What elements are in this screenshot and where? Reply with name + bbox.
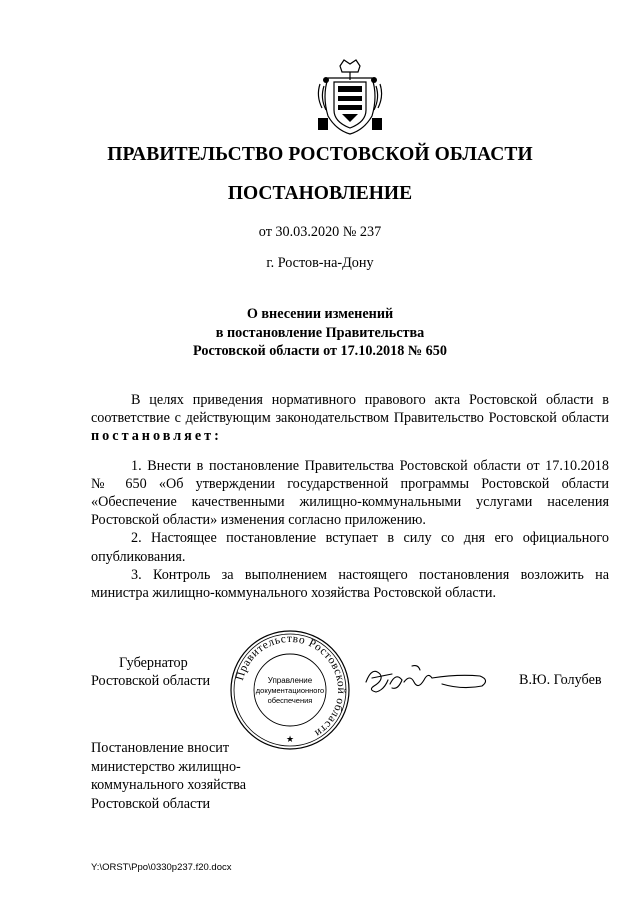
submitter-line-4: Ростовской области [91,795,211,812]
document-type: ПОСТАНОВЛЕНИЕ [227,183,413,204]
stamp-inner-line-1: Управление [267,676,313,685]
signatory-name: В.Ю. Голубев [519,672,602,688]
submitter-line-2: министерство жилищно- [91,758,241,775]
stamp-inner-line-2: документационного [255,686,325,695]
preamble-text: В целях приведения нормативного правового акта Ростовской области в соответствие с действующим законодательством Правительство Ростовской области [91,392,609,427]
item-3-paragraph: 3. Контроль за выполнением настоящего постановления возложить на министра жилищно-коммунального хозяйства Ростовской области. [91,566,609,602]
official-stamp [228,628,352,752]
document-subject [0,305,640,361]
stamp-inner-line-3: обеспечения [267,696,313,705]
signatory-title-line-2: Ростовской области [91,673,211,689]
document-city: г. Ростов-на-Дону [266,255,374,271]
decree-word: постановляет: [91,428,222,445]
preamble-paragraph [91,391,609,446]
item-2-paragraph: 2. Настоящее постановление вступает в силу со дня его официального опубликования. [91,530,609,565]
stamp-star-icon: ★ [285,734,295,744]
submitter-note [91,739,291,813]
subject-line-3: Ростовской области от 17.10.2018 № 650 [193,343,447,359]
subject-line-1: О внесении изменений [246,306,394,322]
government-title: ПРАВИТЕЛЬСТВО РОСТОВСКОЙ ОБЛАСТИ [107,144,533,165]
signatory-title [91,654,231,690]
item-1-paragraph: 1. Внести в постановление Правительства Ростовской области от 17.10.2018 № 650 «Об утверждении государственной программы Ростовской области «Обеспечение качественными жилищно-коммунальными услугами населения Ростовской области» изменения согласно приложению. [91,457,609,529]
signatory-title-line-1: Губернатор [119,655,188,671]
file-path: Y:\ORST\Ppo\0330p237.f20.docx [91,862,232,873]
submitter-line-3: коммунального хозяйства [91,777,247,793]
handwritten-signature [362,660,494,700]
document-date-number: от 30.03.2020 № 237 [258,224,382,240]
stamp-ring-text: Правительство Ростовской области [233,632,348,740]
document-body [91,391,609,602]
coat-of-arms-emblem [314,56,386,136]
subject-line-2: в постановление Правительства [215,324,425,341]
submitter-line-1: Постановление вносит [91,740,230,756]
